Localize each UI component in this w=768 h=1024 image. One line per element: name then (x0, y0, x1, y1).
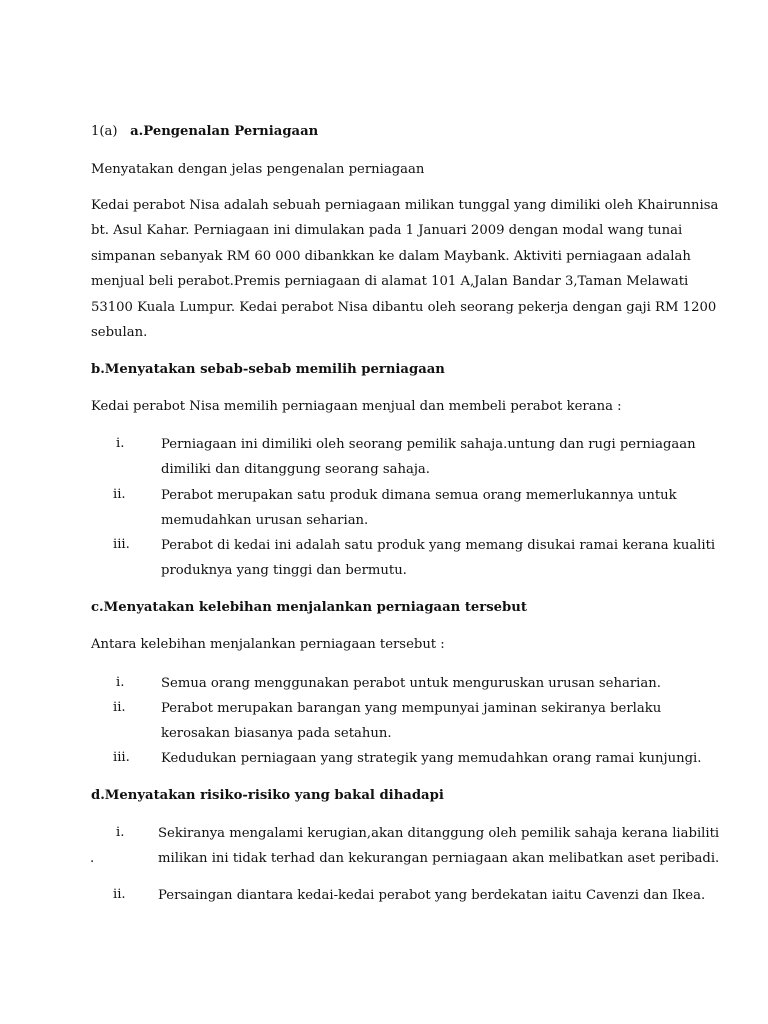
list-item-line: kerosakan biasanya pada setahun. (161, 726, 392, 741)
heading-1a-prefix: 1(a) (91, 124, 118, 139)
list-number: iii. (113, 750, 130, 765)
paragraph-line: menjual beli perabot.Premis perniagaan di alamat 101 A,Jalan Bandar 3,Taman Melawati (91, 274, 689, 290)
list-item (161, 671, 661, 696)
list-item-line: Perniagaan ini dimiliki oleh seorang pemilik sahaja.untung dan rugi perniagaan (161, 437, 696, 452)
list-item-line: memudahkan urusan seharian. (161, 513, 369, 528)
heading-1a (91, 123, 318, 141)
list-item-line: Perabot merupakan satu produk dimana semua orang memerlukannya untuk (161, 488, 677, 503)
section-b-lead: Kedai perabot Nisa memilih perniagaan menjual dan membeli perabot kerana : (91, 399, 622, 414)
list-number: ii. (113, 487, 126, 502)
list-item (161, 432, 696, 482)
list-number: ii. (113, 887, 126, 902)
paragraph-line: simpanan sebanyak RM 60 000 dibankkan ke dalam Maybank. Aktiviti perniagaan adalah (91, 248, 691, 264)
list-item-line: milikan ini tidak terhad dan kekurangan perniagaan akan melibatkan aset peribadi. (158, 851, 720, 866)
list-item (161, 533, 715, 583)
list-number: i. (116, 436, 125, 451)
list-item-line: produknya yang tinggi dan bermutu. (161, 563, 407, 578)
list-item-line: Perabot di kedai ini adalah satu produk yang memang disukai ramai kerana kualiti (161, 538, 716, 553)
paragraph-line: bt. Asul Kahar. Perniagaan ini dimulakan pada 1 Januari 2009 dengan modal wang tunai (91, 223, 683, 239)
list-item-line: Perabot merupakan barangan yang mempunyai jaminan sekiranya berlaku (161, 701, 662, 716)
list-number: i. (116, 825, 125, 840)
list-number: i. (116, 675, 125, 690)
list-item (158, 883, 705, 908)
list-item-line: Semua orang menggunakan perabot untuk menguruskan urusan seharian. (161, 676, 661, 691)
list-marker: . (90, 851, 95, 866)
paragraph-line: 53100 Kuala Lumpur. Kedai perabot Nisa dibantu oleh seorang pekerja dengan gaji RM 1200 (91, 299, 717, 315)
list-item-line: dimiliki dan ditanggung seorang sahaja. (161, 462, 430, 477)
list-item (158, 821, 719, 871)
list-number: iii. (113, 537, 130, 552)
list-item (161, 696, 661, 746)
paragraph-line: Kedai perabot Nisa adalah sebuah perniagaan milikan tunggal yang dimiliki oleh Khairunnisa (91, 198, 719, 213)
list-item (161, 746, 701, 771)
section-b-title: b.Menyatakan sebab-sebab memilih perniagaan (91, 362, 445, 377)
list-item-line: Kedudukan perniagaan yang strategik yang memudahkan orang ramai kunjungi. (161, 751, 702, 766)
section-d-title: d.Menyatakan risiko-risiko yang bakal dihadapi (91, 788, 444, 803)
heading-1a-title: a.Pengenalan Perniagaan (130, 124, 319, 139)
section-c-lead: Antara kelebihan menjalankan perniagaan tersebut : (91, 637, 445, 652)
intro-paragraph (91, 193, 719, 345)
intro-statement: Menyatakan dengan jelas pengenalan perniagaan (91, 162, 425, 177)
list-item-line: Sekiranya mengalami kerugian,akan ditanggung oleh pemilik sahaja kerana liabiliti (158, 826, 720, 841)
section-c-title: c.Menyatakan kelebihan menjalankan perniagaan tersebut (91, 600, 527, 615)
list-item-line: Persaingan diantara kedai-kedai perabot yang berdekatan iaitu Cavenzi dan Ikea. (158, 888, 706, 903)
list-number: ii. (113, 700, 126, 715)
paragraph-line: sebulan. (91, 325, 148, 341)
list-item (161, 483, 677, 533)
